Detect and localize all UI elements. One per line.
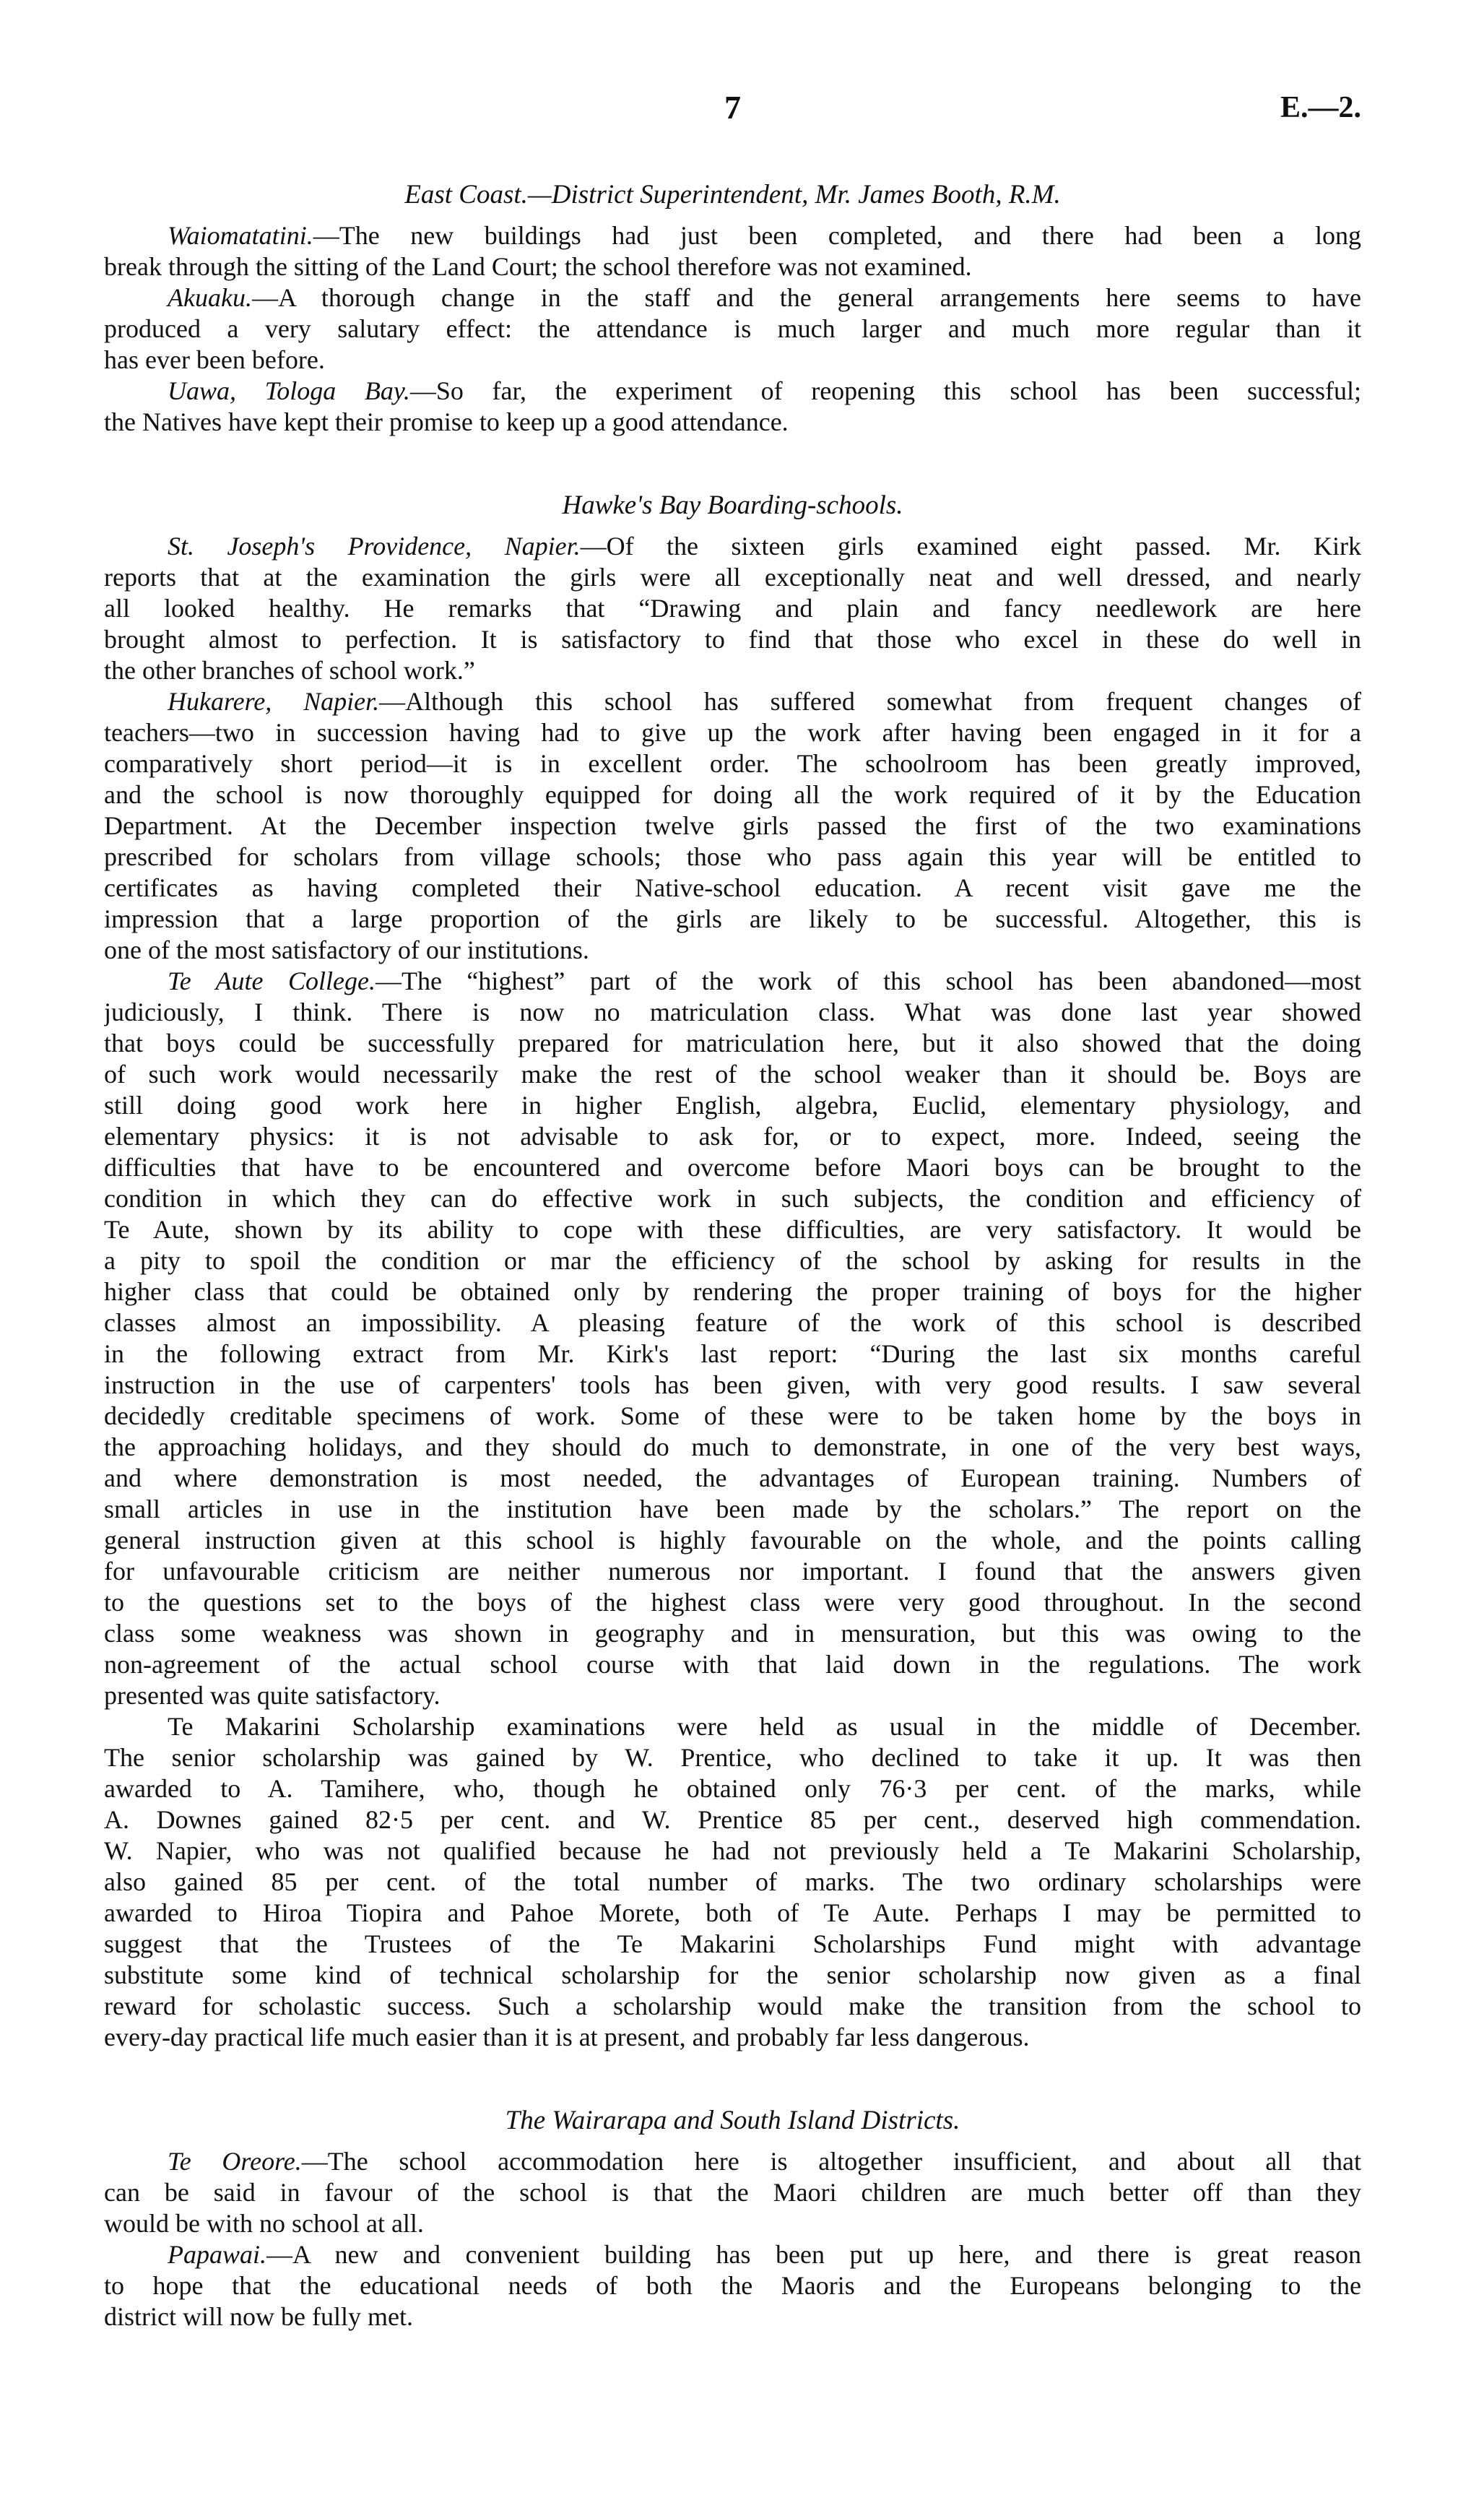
text-line [104,2301,1361,2332]
line-text: Department. At the December inspection twelve girls passed the first of the two examinations [104,811,1361,840]
text-line [104,1494,1361,1525]
text-line [104,1804,1361,1835]
text-line [104,2208,1361,2239]
line-text: would be with no school at all. [104,2209,424,2238]
paragraph [104,282,1361,376]
line-text: class some weakness was shown in geography and in mensuration, but this was owing to the [104,1619,1361,1648]
text-line [104,282,1361,314]
text-line [104,935,1361,966]
text-line [104,1432,1361,1463]
line-text: Te Makarini Scholarship examinations were held as usual in the middle of December. [168,1712,1361,1741]
section-heading: East Coast.—District Superintendent, Mr. James Booth, R.M. [404,180,1061,209]
line-text: presented was quite satisfactory. [104,1681,441,1710]
line-text: and where demonstration is most needed, the advantages of European training. Numbers of [104,1463,1361,1492]
line-text: —A thorough change in the staff and the general arrangements here seems to have [251,283,1361,312]
line-text: awarded to A. Tamihere, who, though he obtained only 76·3 per cent. of the marks, while [104,1774,1361,1803]
line-text: has ever been before. [104,345,325,374]
line-text: Te Aute, shown by its ability to cope with these difficulties, are very satisfactory. It would be [104,1215,1361,1244]
text-line [104,1711,1361,1742]
text-line [104,2239,1361,2270]
paragraph [104,686,1361,966]
text-line [104,314,1361,345]
paragraph-lead: Te Oreore. [168,2147,302,2176]
line-text: to hope that the educational needs of both the Maoris and the Europeans belonging to the [104,2271,1361,2300]
text-line [104,1090,1361,1121]
line-text: —The school accommodation here is altogether insufficient, and about all that [301,2147,1361,2176]
line-text: substitute some kind of technical scholarship for the senior scholarship now given as a final [104,1960,1361,1989]
text-line [104,1960,1361,1991]
document-body [104,179,1361,2332]
section [104,179,1361,438]
text-line [104,1773,1361,1804]
line-text: awarded to Hiroa Tiopira and Pahoe Morete, both of Te Aute. Perhaps I may be permitted to [104,1898,1361,1927]
text-line [104,686,1361,717]
paragraph [104,966,1361,1711]
paragraph [104,376,1361,438]
line-text: —The new buildings had just been completed, and there had been a long [313,221,1361,250]
paragraph-lead: Hukarere, Napier. [168,687,380,716]
paragraph-lead: Uawa, Tologa Bay. [168,376,410,405]
line-text: prescribed for scholars from village schools; those who pass again this year will be entitled to [104,842,1361,871]
text-line [104,966,1361,997]
line-text: district will now be fully met. [104,2302,413,2331]
paragraph [104,531,1361,686]
line-text: condition in which they can do effective work in such subjects, the condition and efficiency of [104,1184,1361,1213]
text-line [104,2177,1361,2208]
text-line [104,1587,1361,1618]
paragraph-lead: Te Aute College. [168,967,376,995]
line-text: one of the most satisfactory of our institutions. [104,935,589,964]
text-line [104,1991,1361,2022]
line-text: small articles in use in the institution have been made by the scholars.” The report on the [104,1495,1361,1523]
text-line [104,1742,1361,1773]
line-text: comparatively short period—it is in excellent order. The schoolroom has been greatly improved, [104,749,1361,778]
text-line [104,904,1361,935]
line-text: reward for scholastic success. Such a scholarship would make the transition from the school to [104,1992,1361,2020]
document-reference: E.—2. [1280,91,1361,124]
text-line [104,1463,1361,1494]
line-text: suggest that the Trustees of the Te Makarini Scholarships Fund might with advantage [104,1929,1361,1958]
line-text: decidedly creditable specimens of work. Some of these were to be taken home by the boys in [104,1401,1361,1430]
page-header [104,88,1361,131]
section [104,2105,1361,2332]
line-text: to the questions set to the boys of the highest class were very good throughout. In the second [104,1588,1361,1617]
text-line [104,997,1361,1028]
text-line [104,1401,1361,1432]
text-line [104,1649,1361,1680]
text-line [104,748,1361,779]
line-text: instruction in the use of carpenters' tools has been given, with very good results. I saw several [104,1370,1361,1399]
text-line [104,1245,1361,1276]
text-line [104,1152,1361,1183]
line-text: the Natives have kept their promise to keep up a good attendance. [104,407,789,436]
line-text: general instruction given at this school is highly favourable on the whole, and the points calling [104,1526,1361,1554]
line-text: judiciously, I think. There is now no matriculation class. What was done last year showed [104,998,1361,1026]
section-heading: Hawke's Bay Boarding-schools. [562,490,903,520]
text-line [104,593,1361,624]
line-text: —The “highest” part of the work of this school has been abandoned—most [375,967,1361,995]
line-text: of such work would necessarily make the rest of the school weaker than it should be. Boys are [104,1060,1361,1089]
paragraph [104,2239,1361,2332]
text-line [104,2146,1361,2177]
text-line [104,842,1361,873]
line-text: classes almost an impossibility. A pleasing feature of the work of this school is described [104,1308,1361,1337]
line-text: certificates as having completed their Native-school education. A recent visit gave me the [104,873,1361,902]
line-text: non-agreement of the actual school course with that laid down in the regulations. The work [104,1650,1361,1679]
text-line [104,1339,1361,1370]
text-line [104,655,1361,686]
line-text: W. Napier, who was not qualified because he had not previously held a Te Makarini Scholarship, [104,1836,1361,1865]
section-heading: The Wairarapa and South Island Districts. [505,2106,960,2135]
line-text: —Of the sixteen girls examined eight passed. Mr. Kirk [580,532,1361,561]
text-line [104,407,1361,438]
text-line [104,345,1361,376]
line-text: brought almost to perfection. It is satisfactory to find that those who excel in these do well in [104,625,1361,654]
line-text: The senior scholarship was gained by W. Prentice, who declined to take it up. It was then [104,1743,1361,1772]
line-text: break through the sitting of the Land Court; the school therefore was not examined. [104,252,972,281]
line-text: the approaching holidays, and they should do much to demonstrate, in one of the very best ways, [104,1432,1361,1461]
paragraph-lead: St. Joseph's Providence, Napier. [168,532,581,561]
text-line [104,1370,1361,1401]
text-line [104,1028,1361,1059]
text-line [104,220,1361,251]
text-line [104,1898,1361,1929]
text-line [104,1307,1361,1339]
line-text: the other branches of school work.” [104,656,475,685]
line-text: impression that a large proportion of the girls are likely to be successful. Altogether, this is [104,904,1361,933]
line-text: a pity to spoil the condition or mar the efficiency of the school by asking for results in the [104,1246,1361,1275]
line-text: higher class that could be obtained only by rendering the proper training of boys for the higher [104,1277,1361,1306]
page-number: 7 [724,89,741,126]
text-line [104,1276,1361,1307]
text-line [104,1867,1361,1898]
text-line [104,562,1361,593]
text-line [104,1835,1361,1867]
paragraph [104,220,1361,282]
line-text: can be said in favour of the school is that the Maori children are much better off than they [104,2178,1361,2207]
line-text: in the following extract from Mr. Kirk's last report: “During the last six months careful [104,1339,1361,1368]
line-text: teachers—two in succession having had to give up the work after having been engaged in it for a [104,718,1361,747]
text-line [104,1556,1361,1587]
paragraph [104,2146,1361,2239]
text-line [104,1214,1361,1245]
text-line [104,624,1361,655]
line-text: that boys could be successfully prepared for matriculation here, but it also showed that the doing [104,1029,1361,1058]
line-text: reports that at the examination the girls were all exceptionally neat and well dressed, and nearly [104,563,1361,592]
text-line [104,1618,1361,1649]
text-line [104,873,1361,904]
line-text: for unfavourable criticism are neither numerous nor important. I found that the answers given [104,1557,1361,1586]
text-line [104,1183,1361,1214]
line-text: still doing good work here in higher English, algebra, Euclid, elementary physiology, and [104,1091,1361,1120]
section [104,490,1361,2053]
line-text: elementary physics: it is not advisable to ask for, or to expect, more. Indeed, seeing the [104,1122,1361,1151]
text-line [104,717,1361,748]
paragraph-lead: Waiomatatini. [168,221,313,250]
line-text: —Although this school has suffered somewhat from frequent changes of [379,687,1361,716]
line-text: A. Downes gained 82·5 per cent. and W. Prentice 85 per cent., deserved high commendation. [104,1805,1361,1834]
line-text: every-day practical life much easier than it is at present, and probably far less dangerous. [104,2023,1030,2051]
text-line [104,779,1361,810]
text-line [104,2270,1361,2301]
paragraph [104,1711,1361,2053]
text-line [104,1059,1361,1090]
text-line [104,1121,1361,1152]
paragraph-lead: Papawai. [168,2240,267,2269]
line-text: also gained 85 per cent. of the total number of marks. The two ordinary scholarships were [104,1867,1361,1896]
paragraph-lead: Akuaku. [168,283,252,312]
text-line [104,251,1361,282]
text-line [104,1929,1361,1960]
text-line [104,376,1361,407]
line-text: difficulties that have to be encountered and overcome before Maori boys can be brought to the [104,1153,1361,1182]
text-line [104,2022,1361,2053]
line-text: all looked healthy. He remarks that “Drawing and plain and fancy needlework are here [104,594,1361,623]
text-line [104,810,1361,842]
line-text: produced a very salutary effect: the attendance is much larger and much more regular than it [104,314,1361,343]
text-line [104,1680,1361,1711]
line-text: —So far, the experiment of reopening this school has been successful; [409,376,1361,405]
text-line [104,1525,1361,1556]
text-line [104,531,1361,562]
line-text: and the school is now thoroughly equipped for doing all the work required of it by the Education [104,780,1361,809]
line-text: —A new and convenient building has been put up here, and there is great reason [266,2240,1361,2269]
